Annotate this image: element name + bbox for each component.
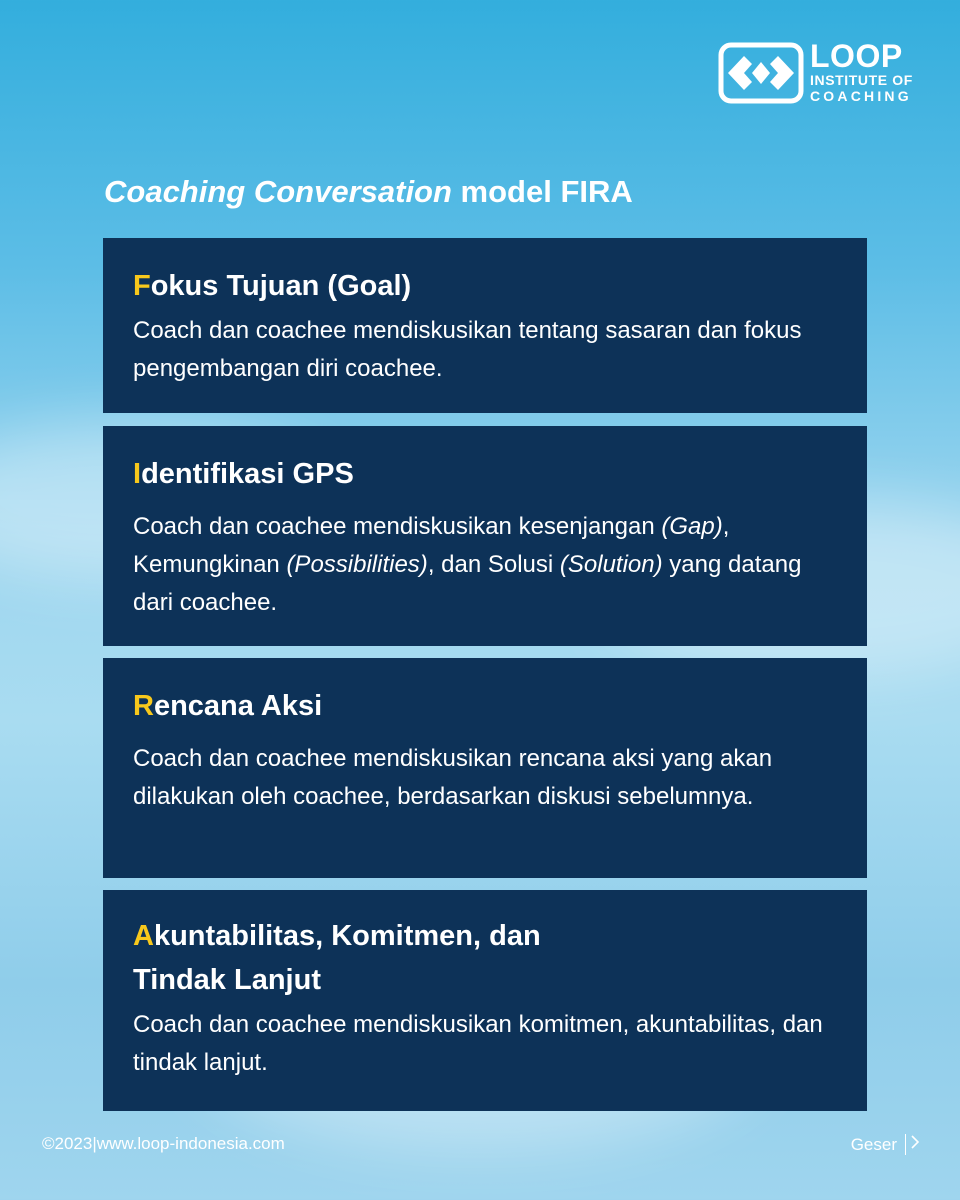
- brand-logo: [718, 40, 918, 106]
- card-text: Coach dan coachee mendiskusikan komitmen, akuntabilitas, dan tindak lanjut.: [133, 1011, 823, 1076]
- card-title: Akuntabilitas, Komitmen, dan Tindak Lanjut: [133, 920, 541, 996]
- next-label: Geser: [850, 1134, 897, 1154]
- card-title: Rencana Aksi: [133, 690, 323, 722]
- page-title: [104, 170, 633, 214]
- title-rest: model FIRA: [451, 174, 633, 209]
- card-rencana-aksi: [103, 658, 867, 878]
- card-initial: R: [133, 690, 154, 722]
- card-initial: I: [133, 458, 142, 490]
- card-initial: A: [133, 920, 154, 952]
- card-identifikasi-gps: [103, 426, 867, 646]
- card-initial: F: [133, 270, 151, 302]
- card-text: Coach dan coachee mendiskusikan rencana aksi yang akan dilakukan oleh coachee, berdasarkan diskusi sebelumnya.: [133, 745, 773, 810]
- brand-line2: COACHING: [810, 88, 912, 104]
- card-fokus-tujuan: [103, 238, 867, 413]
- brand-line1: INSTITUTE OF: [810, 72, 913, 88]
- title-italic: Coaching Conversation: [104, 174, 452, 209]
- card-title: Fokus Tujuan (Goal): [133, 270, 412, 302]
- footer-copyright[interactable]: ©2023|www.loop-indonesia.com: [42, 1134, 285, 1153]
- chevron-right-icon: [905, 1134, 920, 1155]
- loop-logo-icon: [718, 42, 804, 104]
- brand-name: LOOP: [810, 38, 903, 74]
- card-title: Identifikasi GPS: [133, 458, 354, 490]
- card-text: Coach dan coachee mendiskusikan kesenjangan (Gap), Kemungkinan (Possibilities), dan Solusi (Solution) yang datang dari coachee.: [133, 513, 802, 616]
- next-button[interactable]: [851, 1134, 920, 1155]
- card-akuntabilitas: [103, 890, 867, 1111]
- card-text: Coach dan coachee mendiskusikan tentang sasaran dan fokus pengembangan diri coachee.: [133, 317, 802, 382]
